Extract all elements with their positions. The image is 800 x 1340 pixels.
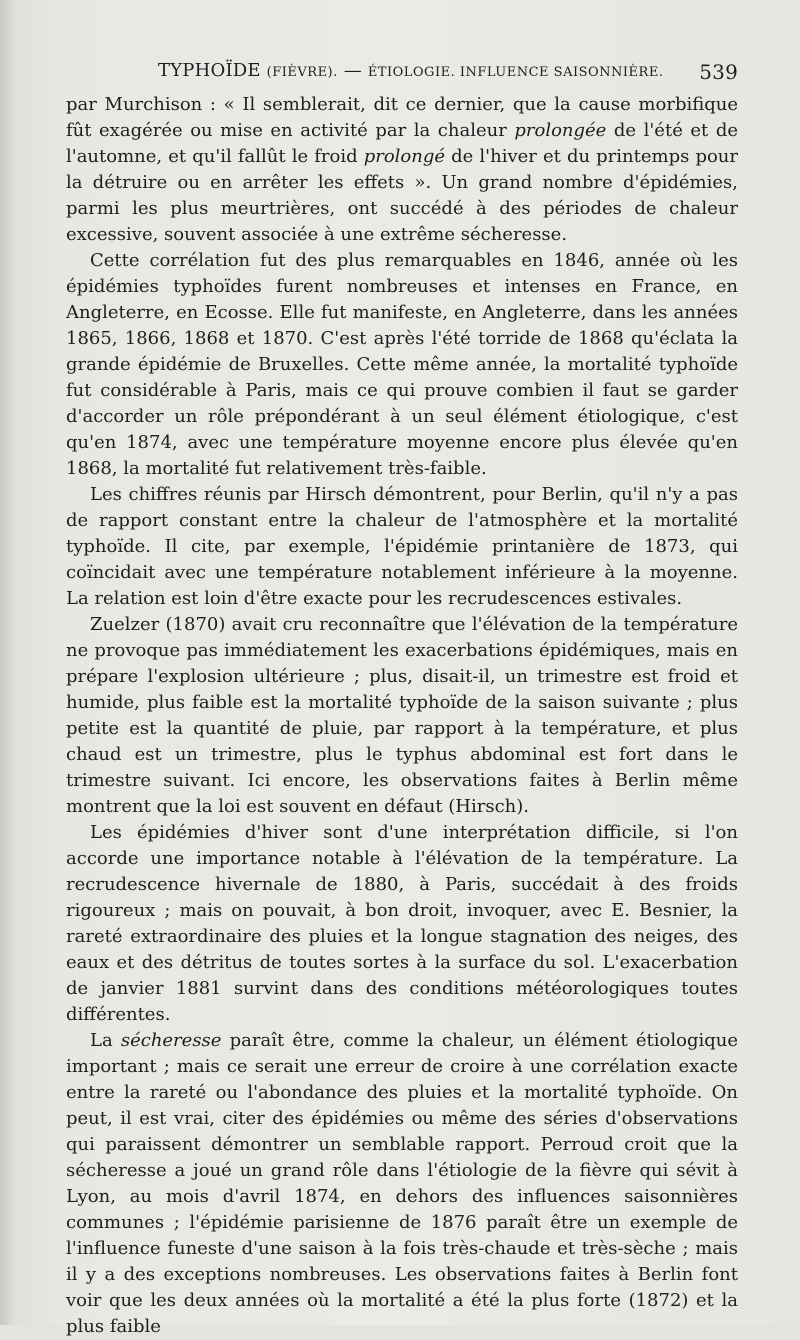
paragraph-text: La [90, 1030, 121, 1051]
title-paren: (FIÈVRE). [266, 65, 338, 80]
page-number: 539 [699, 60, 738, 84]
paragraph [66, 820, 738, 1028]
paragraph [66, 248, 738, 482]
body-text [66, 92, 738, 1340]
paragraph-text: Les épidémies d'hiver sont d'une interprétation difficile, si l'on accorde une importance notable à l'élévation de la température. La recrudescence hivernale de 1880, à Paris, succédait à des froids rigoureux ; mais on pouvait, à bon droit, invoquer, avec E. Besnier, la rareté extraordinaire des pluies et la longue stagnation des neiges, des eaux et des détritus de toutes sortes à la surface du sol. L'exacerbation de janvier 1881 survint dans des conditions météorologiques toutes différentes. [66, 822, 738, 1025]
running-title [158, 60, 663, 81]
page-gutter-shadow [0, 0, 14, 1325]
running-header [66, 56, 738, 86]
italic-term: sécheresse [120, 1030, 222, 1051]
paragraph-text: paraît être, comme la chaleur, un élément étiologique important ; mais ce serait une erreur de croire à une corrélation exacte entre la rareté ou l'abondance des pluies et la mortalité typhoïde. On peut, il est vrai, citer des épidémies ou même des séries d'observations qui paraissent démontrer un semblable rapport. Perroud croit que la sécheresse a joué un grand rôle dans l'étiologie de la fièvre qui sévit à Lyon, au mois d'avril 1874, en dehors des influences saisonnières communes ; l'épidémie parisienne de 1876 paraît être un exemple de l'influence funeste d'une saison à la fois très-chaude et très-sèche ; mais il y a des exceptions nombreuses. Les observations faites à Berlin font voir que les deux années où la mortalité a été la plus forte (1872) et la plus faible [66, 1030, 738, 1337]
italic-term: prolongé [363, 146, 446, 167]
paragraph [66, 92, 738, 248]
paragraph-text: de l'hiver et du printemps pour la détruire ou en arrêter les effets ». Un grand nombre d'épidémies, parmi les plus meurtrières, ont succédé à des périodes de chaleur excessive, souvent associée à une extrême sécheresse. [66, 146, 739, 245]
paragraph-text: Les chiffres réunis par Hirsch démontrent, pour Berlin, qu'il n'y a pas de rapport constant entre la chaleur de l'atmosphère et la mortalité typhoïde. Il cite, par exemple, l'épidémie printanière de 1873, qui coïncidait avec une température notablement inférieure à la moyenne. La relation est loin d'être exacte pour les recrudescences estivales. [66, 484, 738, 609]
paragraph [66, 482, 738, 612]
paragraph [66, 1028, 738, 1340]
paragraph-text: Cette corrélation fut des plus remarquables en 1846, année où les épidémies typhoïdes furent nombreuses et intenses en France, en Angleterre, en Ecosse. Elle fut manifeste, en Angleterre, dans les années 1865, 1866, 1868 et 1870. C'est après l'été torride de 1868 qu'éclata la grande épidémie de Bruxelles. Cette même année, la mortalité typhoïde fut considérable à Paris, mais ce qui prouve combien il faut se garder d'accorder un rôle prépondérant à un seul élément étiologique, c'est qu'en 1874, avec une température moyenne encore plus élevée qu'en 1868, la mortalité fut relativement très-faible. [66, 250, 738, 479]
paragraph [66, 612, 738, 820]
italic-term: prolongée [514, 120, 607, 141]
title-dash: — [343, 60, 362, 81]
title-main: TYPHOÏDE [158, 60, 261, 81]
paragraph-text: Zuelzer (1870) avait cru reconnaître que l'élévation de la température ne provoque pas immédiatement les exacerbations épidémiques, mais en prépare l'explosion ultérieure ; plus, disait-il, un trimestre est froid et humide, plus faible est la mortalité typhoïde de la saison suivante ; plus petite est la quantité de pluie, par rapport à la température, et plus chaud est un trimestre, plus le typhus abdominal est fort dans le trimestre suivant. Ici encore, les observations faites à Berlin même montrent que la loi est souvent en défaut (Hirsch). [66, 614, 738, 817]
title-section: ÉTIOLOGIE. INFLUENCE SAISONNIÈRE. [367, 65, 664, 80]
paragraph-text: de l'été et de l'automne, et qu'il fallût le froid [66, 120, 738, 167]
paragraph-text: par Murchison : « Il semblerait, dit ce dernier, que la cause morbifique fût exagérée ou mise en activité par la chaleur [66, 94, 738, 141]
